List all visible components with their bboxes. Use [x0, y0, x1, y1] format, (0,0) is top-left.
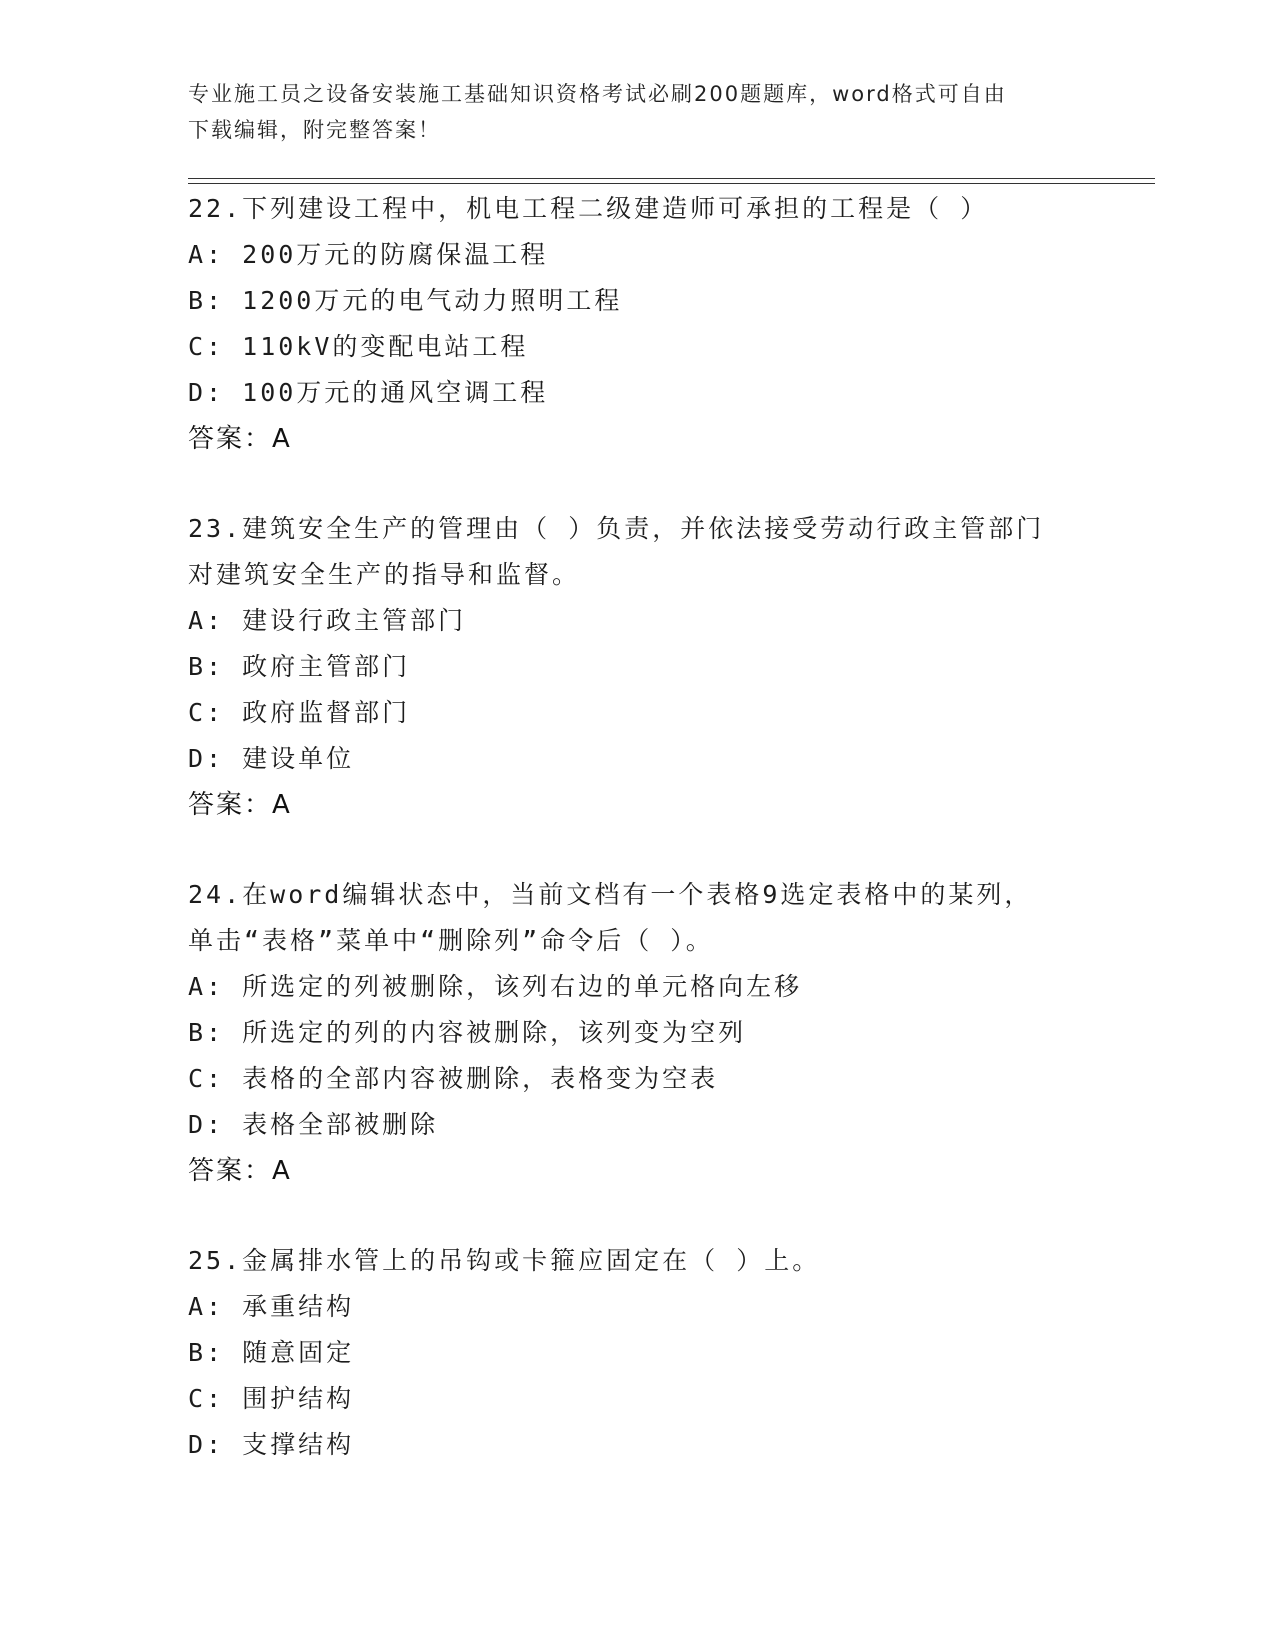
answer-label: 答案：A	[188, 790, 292, 820]
question-25	[188, 1238, 1148, 1468]
answer-label: 答案：A	[188, 424, 292, 454]
question-stem-continued: 对建筑安全生产的指导和监督。	[188, 560, 581, 589]
option-a: A: 建设行政主管部门	[188, 606, 467, 635]
option-b: B: 1200万元的电气动力照明工程	[188, 286, 623, 315]
option-b: B: 政府主管部门	[188, 652, 411, 681]
answer-label: 答案：A	[188, 1156, 292, 1186]
option-c: C: 表格的全部内容被删除，表格变为空表	[188, 1064, 719, 1093]
option-b: B: 随意固定	[188, 1338, 355, 1367]
question-list	[188, 186, 1148, 1512]
question-stem: 22.下列建设工程中，机电工程二级建造师可承担的工程是（ ）	[188, 194, 989, 223]
option-c: C: 围护结构	[188, 1384, 355, 1413]
option-c: C: 110kV的变配电站工程	[188, 332, 529, 361]
header-divider-bottom	[188, 183, 1155, 184]
question-stem: 24.在word编辑状态中，当前文档有一个表格9选定表格中的某列，	[188, 880, 1033, 909]
question-stem-continued: 单击“表格”菜单中“删除列”命令后（ ）。	[188, 926, 714, 955]
option-a: A: 200万元的防腐保温工程	[188, 240, 549, 269]
option-c: C: 政府监督部门	[188, 698, 411, 727]
option-a: A: 承重结构	[188, 1292, 355, 1321]
header-divider-top	[188, 178, 1155, 179]
header-line-2: 下载编辑，附完整答案！	[188, 118, 441, 142]
option-a: A: 所选定的列被删除，该列右边的单元格向左移	[188, 972, 803, 1001]
option-d: D: 支撑结构	[188, 1430, 355, 1459]
document-header	[188, 76, 1088, 148]
question-22	[188, 186, 1148, 462]
option-d: D: 建设单位	[188, 744, 355, 773]
option-b: B: 所选定的列的内容被删除，该列变为空列	[188, 1018, 747, 1047]
option-d: D: 100万元的通风空调工程	[188, 378, 549, 407]
question-stem: 23.建筑安全生产的管理由（ ）负责，并依法接受劳动行政主管部门	[188, 514, 1045, 543]
question-23	[188, 506, 1148, 828]
question-stem: 25.金属排水管上的吊钩或卡箍应固定在（ ）上。	[188, 1246, 821, 1275]
header-line-1: 专业施工员之设备安装施工基础知识资格考试必刷200题题库，word格式可自由	[188, 82, 1007, 106]
option-d: D: 表格全部被删除	[188, 1110, 439, 1139]
question-24	[188, 872, 1148, 1194]
